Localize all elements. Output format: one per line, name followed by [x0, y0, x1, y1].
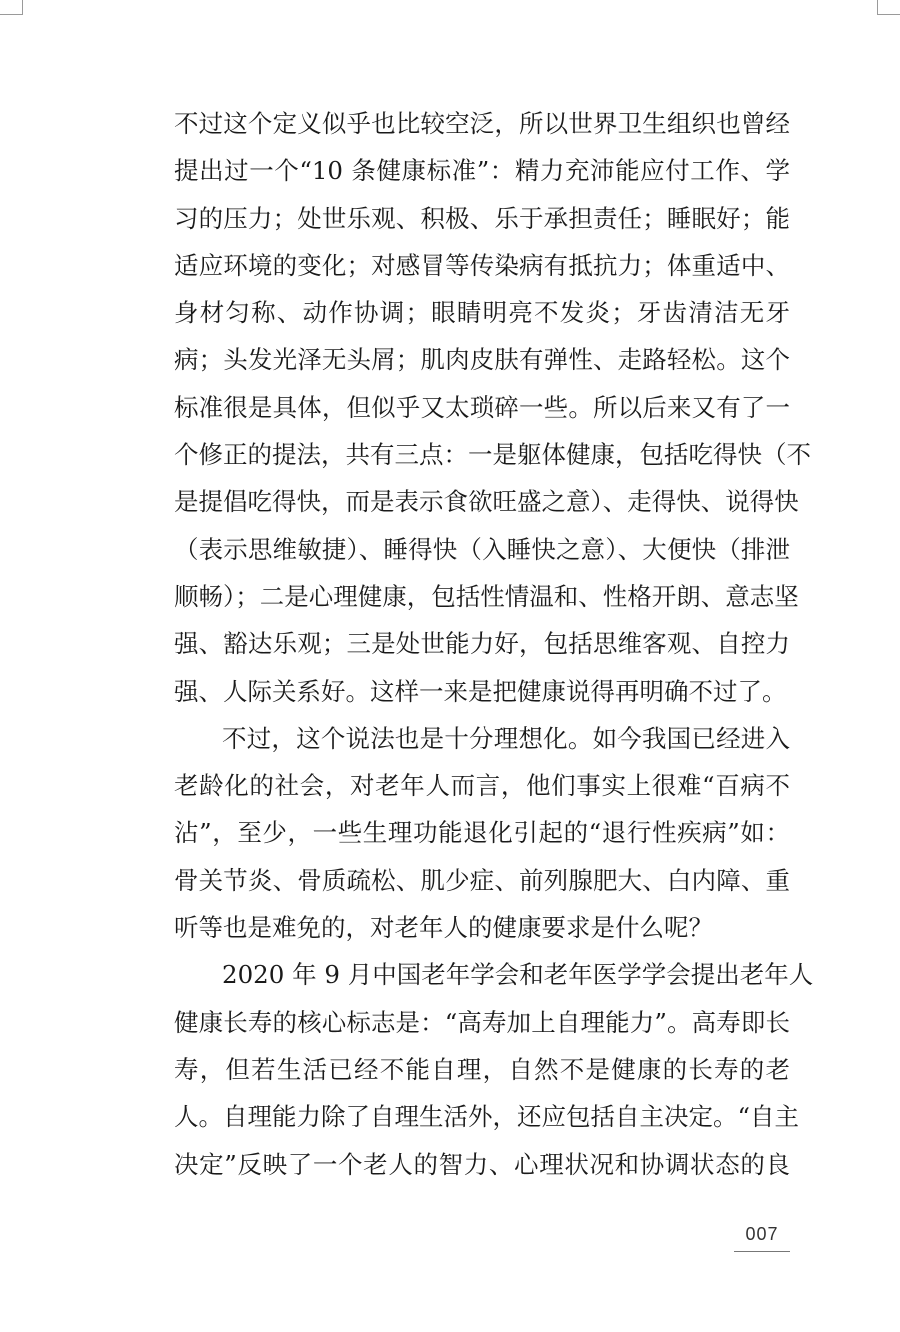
text-line: 人。自理能力除了自理生活外，还应包括自主决定。“自主 [174, 1102, 800, 1132]
text-line: 身材匀称、动作协调；眼睛明亮不发炎；牙齿清洁无牙 [174, 298, 790, 328]
text-line: 2020 年 9 月中国老年学会和老年医学学会提出老年人 [222, 960, 814, 990]
text-line: （表示思维敏捷）、睡得快（入睡快之意）、大便快（排泄 [174, 534, 790, 564]
crop-mark-left [0, 0, 23, 15]
text-line: 骨关节炎、骨质疏松、肌少症、前列腺肥大、白内障、重 [174, 865, 790, 895]
text-line: 强、豁达乐观；三是处世能力好，包括思维客观、自控力 [174, 629, 790, 659]
text-line: 寿，但若生活已经不能自理，自然不是健康的长寿的老 [174, 1054, 790, 1084]
text-line: 不过，这个说法也是十分理想化。如今我国已经进入 [222, 723, 790, 753]
text-line: 沾”，至少，一些生理功能退化引起的“退行性疾病”如： [174, 818, 790, 848]
text-line: 不过这个定义似乎也比较空泛，所以世界卫生组织也曾经 [174, 109, 790, 138]
text-line: 适应环境的变化；对感冒等传染病有抵抗力；体重适中、 [174, 250, 790, 280]
text-line: 顺畅）；二是心理健康，包括性情温和、性格开朗、意志坚 [174, 581, 799, 611]
page-number: 007 [745, 1224, 779, 1244]
text-line: 听等也是难免的，对老年人的健康要求是什么呢？ [174, 913, 713, 943]
text-line: 个修正的提法，共有三点：一是躯体健康，包括吃得快（不 [174, 440, 811, 470]
text-line: 病；头发光泽无头屑；肌肉皮肤有弹性、走路轻松。这个 [174, 345, 790, 375]
body-text [174, 100, 814, 1188]
text-line: 提出过一个“10 条健康标准”：精力充沛能应付工作、学 [174, 156, 790, 186]
text-line: 决定”反映了一个老人的智力、心理状况和协调状态的良 [174, 1149, 790, 1179]
crop-mark-right [877, 0, 900, 15]
text-line: 健康长寿的核心标志是：“高寿加上自理能力”。高寿即长 [174, 1007, 790, 1037]
text-line: 是提倡吃得快，而是表示食欲旺盛之意）、走得快、说得快 [174, 487, 799, 517]
page-number-rule [734, 1251, 790, 1252]
text-line: 老龄化的社会，对老年人而言，他们事实上很难“百病不 [174, 771, 790, 801]
text-line: 习的压力；处世乐观、积极、乐于承担责任；睡眠好；能 [174, 203, 790, 233]
text-line: 强、人际关系好。这样一来是把健康说得再明确不过了。 [174, 676, 787, 706]
text-line: 标准很是具体，但似乎又太琐碎一些。所以后来又有了一 [174, 392, 790, 422]
